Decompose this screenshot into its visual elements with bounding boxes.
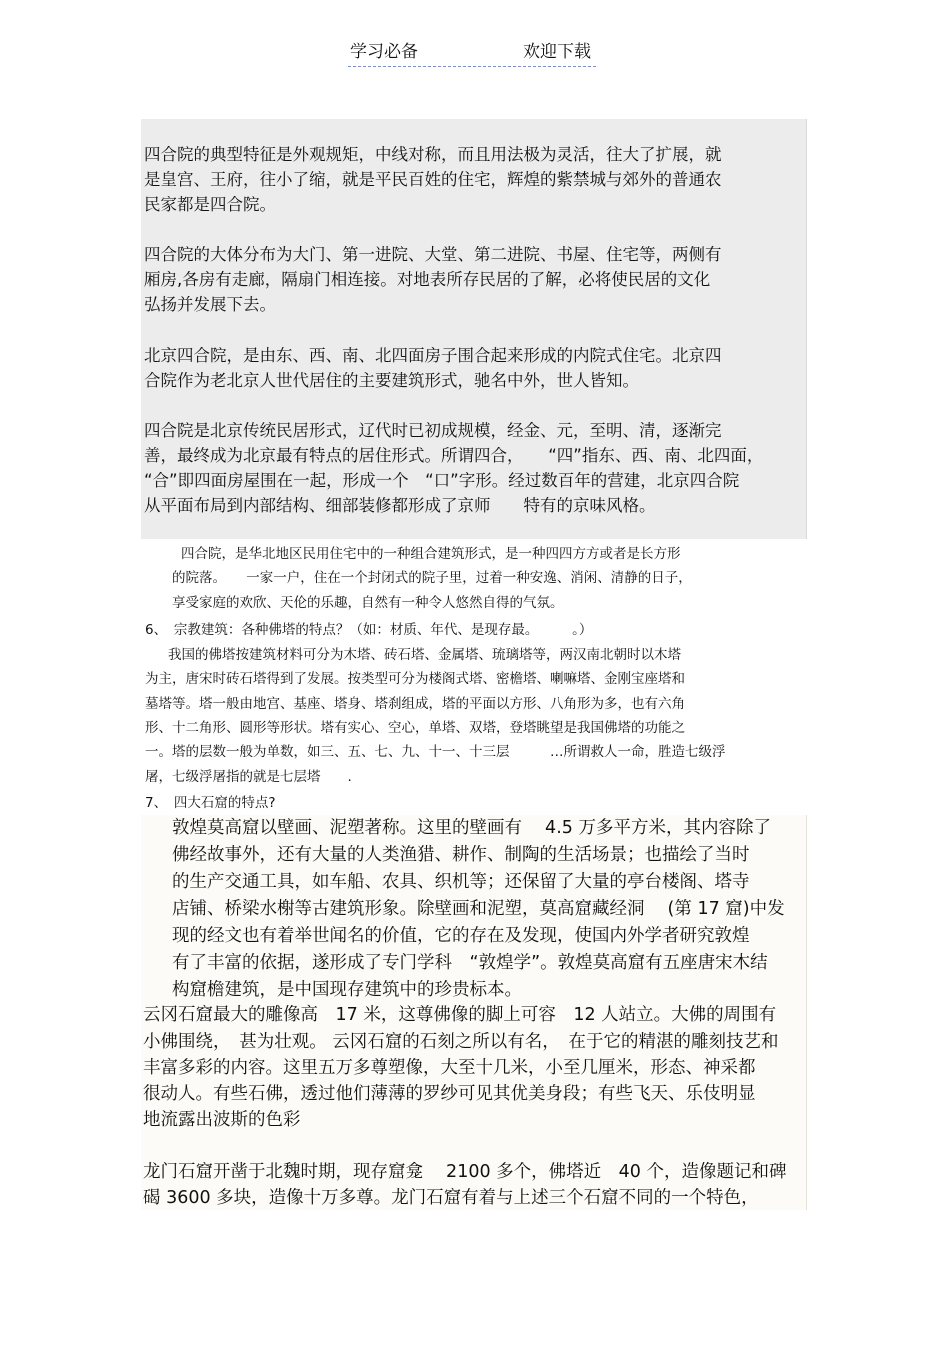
text-line: 很动人。有些石佛，透过他们薄薄的罗纱可见其优美身段；有些飞天、乐伎明显: [143, 1084, 756, 1104]
text-line: 地流露出波斯的色彩: [143, 1110, 301, 1130]
text-line: 善，最终成为北京最有特点的居住形式。所谓四合， “四”指东、西、南、北四面，: [144, 446, 764, 465]
question-7: 7、 四大石窟的特点?: [145, 795, 276, 811]
text-line: 弘扬并发展下去。: [144, 295, 276, 314]
text-line: 佛经故事外，还有大量的人类渔猎、耕作、制陶的生活场景；也描绘了当时: [172, 845, 750, 865]
text-line: 屠，七级浮屠指的就是七层塔 .: [145, 769, 352, 785]
text-line: 四合院，是华北地区民用住宅中的一种组合建筑形式，是一种四四方方或者是长方形: [181, 546, 681, 562]
text-line: 现的经文也有着举世闻名的价值，它的存在及发现，使国内外学者研究敦煌: [172, 926, 750, 946]
text-line: 形、十二角形、圆形等形状。塔有实心、空心，单塔、双塔，登塔眺望是我国佛塔的功能之: [145, 720, 685, 736]
grottoes-text-box: [141, 815, 807, 1210]
text-line: 我国的佛塔按建筑材料可分为木塔、砖石塔、金属塔、琉璃塔等，两汉南北朝时以木塔: [168, 647, 681, 663]
question-6: 6、 宗教建筑：各种佛塔的特点？（如：材质、年代、是现存最。 。）: [145, 622, 593, 638]
text-line: 的院落。 一家一户，住在一个封闭式的院子里，过着一种安逸、消闲、清静的日子，: [172, 570, 692, 586]
text-line: 墓塔等。塔一般由地宫、基座、塔身、塔刹组成，塔的平面以方形、八角形为多，也有六角: [145, 696, 685, 712]
text-line: 碣 3600 多块，造像十万多尊。龙门石窟有着与上述三个石窟不同的一个特色，: [143, 1188, 759, 1208]
text-line: 厢房,各房有走廊，隔扇门相连接。对地表所存民居的了解，必将使民居的文化: [144, 270, 711, 289]
header-left-text: 学习必备: [350, 42, 418, 62]
text-line: 云冈石窟最大的雕像高 17 米，这尊佛像的脚上可容 12 人站立。大佛的周围有: [143, 1005, 777, 1025]
text-line: 构窟檐建筑，是中国现存建筑中的珍贵标本。: [172, 980, 522, 1000]
text-line: 北京四合院，是由东、西、南、北四面房子围合起来形成的内院式住宅。北京四: [144, 346, 722, 365]
text-line: 小佛围绕， 甚为壮观。 云冈石窟的石刻之所以有名， 在于它的精湛的雕刻技艺和: [143, 1032, 779, 1052]
text-line: 合院作为老北京人世代居住的主要建筑形式，驰名中外，世人皆知。: [144, 371, 639, 390]
text-line: 店铺、桥梁水榭等古建筑形象。除壁画和泥塑，莫高窟藏经洞 (第 17 窟)中发: [172, 899, 785, 919]
header-right-text: 欢迎下载: [523, 42, 591, 62]
text-line: 有了丰富的依据，遂形成了专门学科 “敦煌学”。敦煌莫高窟有五座唐宋木结: [172, 953, 768, 973]
text-line: 四合院的典型特征是外观规矩，中线对称，而且用法极为灵活，往大了扩展，就: [144, 145, 722, 164]
page-header: [348, 40, 596, 67]
text-line: 从平面布局到内部结构、细部装修都形成了京师 特有的京味风格。: [144, 496, 656, 515]
text-line: 敦煌莫高窟以壁画、泥塑著称。这里的壁画有 4.5 万多平方米，其内容除了: [172, 818, 771, 838]
text-line: 的生产交通工具，如车船、农具、织机等；还保留了大量的亭台楼阁、塔寺: [172, 872, 750, 892]
text-line: 四合院是北京传统民居形式，辽代时已初成规模，经金、元，至明、清，逐渐完: [144, 421, 722, 440]
text-line: 享受家庭的欢欣、天伦的乐趣，自然有一种令人悠然自得的气氛。: [172, 595, 564, 611]
siheyuan-text-box: [141, 119, 807, 539]
text-line: “合”即四面房屋围在一起，形成一个 “口”字形。经过数百年的营建，北京四合院: [144, 471, 740, 490]
text-line: 为主，唐宋时砖石塔得到了发展。按类型可分为楼阁式塔、密檐塔、喇嘛塔、金刚宝座塔和: [145, 671, 685, 687]
text-line: 一。塔的层数一般为单数，如三、五、七、九、十一、十三层 …所谓救人一命，胜造七级浮: [145, 744, 726, 760]
text-line: 民家都是四合院。: [144, 195, 276, 214]
text-line: 四合院的大体分布为大门、第一进院、大堂、第二进院、书屋、住宅等，两侧有: [144, 245, 722, 264]
text-line: 龙门石窟开凿于北魏时期，现存窟龛 2100 多个，佛塔近 40 个，造像题记和碑: [143, 1162, 787, 1182]
text-line: 是皇宫、王府，往小了缩，就是平民百姓的住宅，辉煌的紫禁城与郊外的普通农: [144, 170, 722, 189]
text-line: 丰富多彩的内容。这里五万多尊塑像，大至十几米，小至几厘米，形态、神采都: [143, 1058, 756, 1078]
